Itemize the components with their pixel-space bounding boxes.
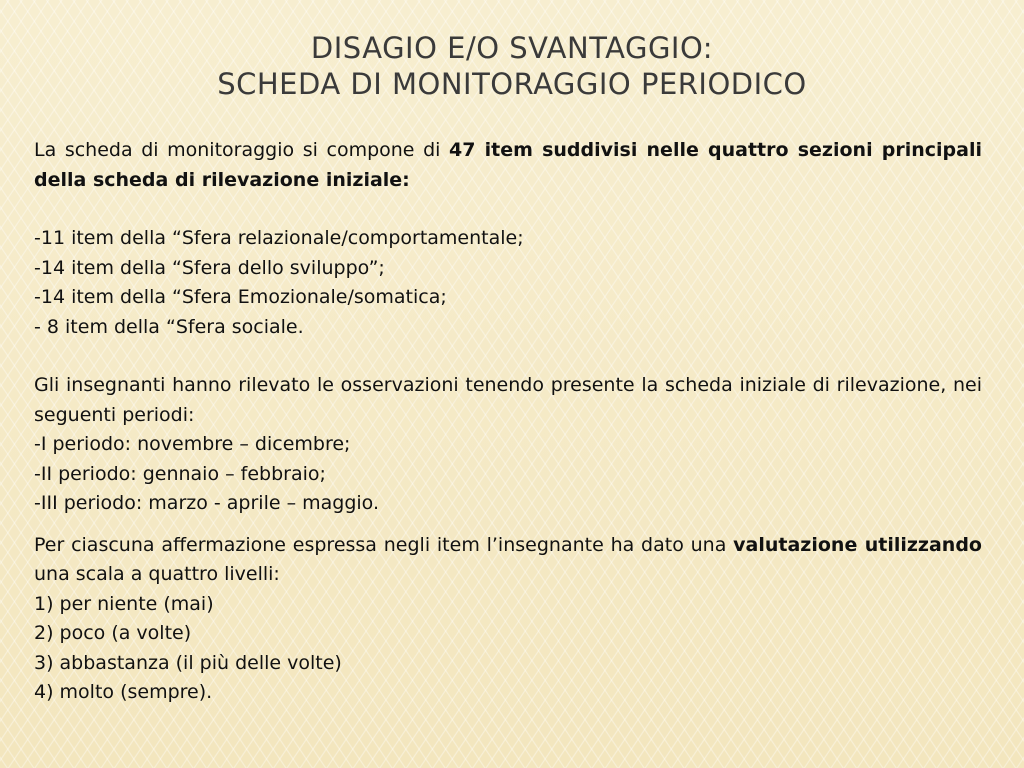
spacer <box>34 195 982 224</box>
list-item: -II periodo: gennaio – febbraio; <box>34 462 326 485</box>
list-item: -14 item della “Sfera dello sviluppo”; <box>34 256 385 279</box>
slide-title <box>0 30 1024 102</box>
list-item: - 8 item della “Sfera sociale. <box>34 315 304 338</box>
evaluation-bold-text: valutazione utilizzando <box>733 533 982 556</box>
list-item: 2) poco (a volte) <box>34 622 192 644</box>
observation-paragraph: Gli insegnanti hanno rilevato le osservazioni tenendo presente la scheda iniziale di rilevazione, nei seguenti periodi: <box>34 374 982 426</box>
title-line-1: DISAGIO E/O SVANTAGGIO: <box>310 31 714 65</box>
intro-paragraph <box>34 136 982 195</box>
spacer <box>34 342 982 371</box>
list-item: 3) abbastanza (il più delle volte) <box>34 651 342 674</box>
intro-bold-text: 47 item suddivisi nelle quattro sezioni principali della scheda di rilevazione iniziale: <box>34 139 982 191</box>
slide-body <box>34 136 982 708</box>
evaluation-text-end: una scala a quattro livelli: <box>34 563 280 585</box>
list-item: -14 item della “Sfera Emozionale/somatica; <box>34 286 447 308</box>
list-item: 1) per niente (mai) <box>34 592 214 615</box>
intro-text: La scheda di monitoraggio si compone di <box>34 139 450 161</box>
evaluation-paragraph <box>34 531 982 590</box>
list-item: 4) molto (sempre). <box>34 681 213 703</box>
scale-list <box>34 590 982 708</box>
periods-list <box>34 430 982 519</box>
evaluation-text: Per ciascuna affermazione espressa negli item l’insegnante ha dato una <box>34 533 734 556</box>
list-item: -I periodo: novembre – dicembre; <box>34 433 351 455</box>
title-line-2: SCHEDA DI MONITORAGGIO PERIODICO <box>217 67 807 101</box>
spacer <box>34 519 982 531</box>
list-item: -III periodo: marzo - aprile – maggio. <box>34 492 380 514</box>
list-item: -11 item della “Sfera relazionale/comportamentale; <box>34 227 524 249</box>
sections-list <box>34 224 982 342</box>
